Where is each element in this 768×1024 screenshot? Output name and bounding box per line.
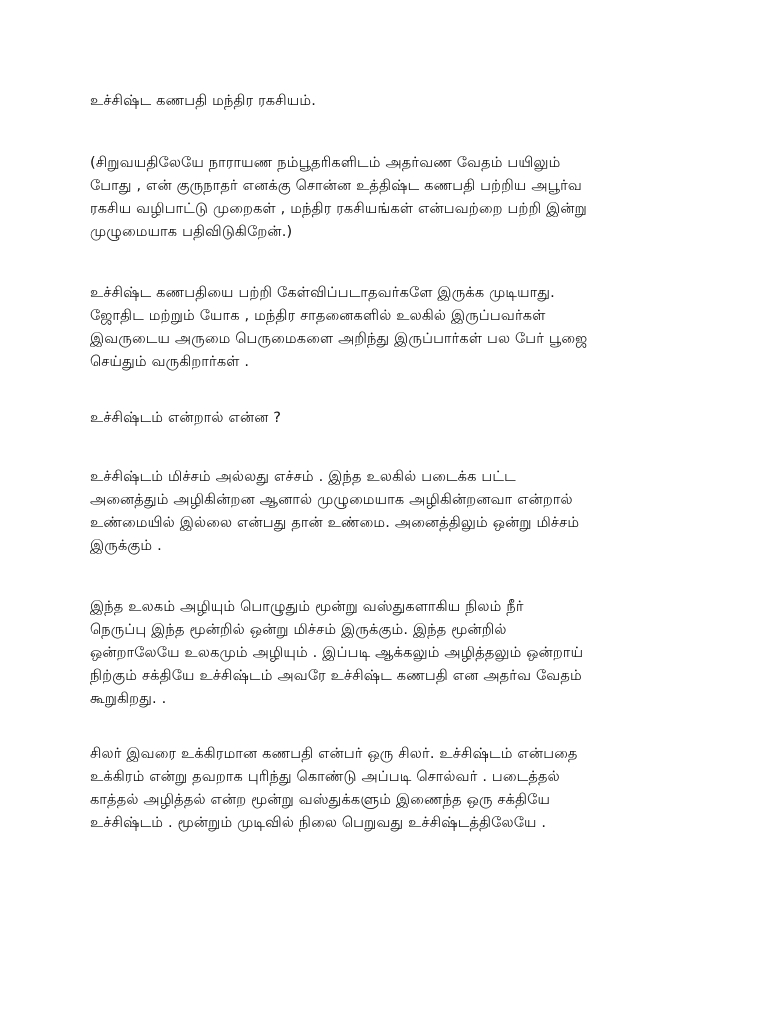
paragraph-line: இருக்கும் . — [90, 538, 162, 554]
paragraph-intro — [90, 152, 710, 244]
paragraph-line: செய்தும் வருகிறார்கள் . — [90, 354, 250, 370]
paragraph-line: முழுமையாக பதிவிடுகிறேன்.) — [90, 224, 293, 240]
paragraph-line: சிலர் இவரை உக்கிரமான கணபதி என்பர் ஒரு சிலர். உச்சிஷ்டம் என்பதை — [90, 746, 578, 762]
paragraph-line: அனைத்தும் அழிகின்றன ஆனால் முழுமையாக அழிகின்றனவா என்றால் — [90, 492, 573, 508]
paragraph-line: உச்சிஷ்ட கணபதியை பற்றி கேள்விப்படாதவர்களே இருக்க முடியாது. — [90, 285, 555, 301]
paragraph-line: (சிறுவயதிலேயே நாராயண நம்பூதரிகளிடம் அதர்வண வேதம் பயிலும் — [90, 155, 561, 171]
paragraph-line: இந்த உலகம் அழியும் பொழுதும் மூன்று வஸ்துகளாகிய நிலம் நீர் — [90, 599, 524, 615]
paragraph-line: போது , என் குருநாதர் எனக்கு சொன்ன உத்திஷ்ட கணபதி பற்றிய அபூர்வ — [90, 178, 582, 194]
title-line: உச்சிஷ்ட கணபதி மந்திர ரகசியம். — [90, 93, 317, 109]
paragraph-meaning — [90, 466, 710, 558]
section-question — [90, 407, 710, 430]
paragraph-line: இவருடைய அருமை பெருமைகளை அறிந்து இருப்பார்கள் பல பேர் பூஜை — [90, 331, 588, 347]
paragraph-line: நிற்கும் சக்தியே உச்சிஷ்டம் அவரே உச்சிஷ்ட கணபதி என அதர்வ வேதம் — [90, 668, 582, 684]
paragraph-line: கூறுகிறது. . — [90, 691, 167, 707]
paragraph-elements — [90, 596, 710, 711]
paragraph-about-ganapathi — [90, 282, 710, 374]
paragraph-misconception — [90, 743, 710, 835]
document-title — [90, 90, 710, 113]
paragraph-line: ஒன்றாலேயே உலகமும் அழியும் . இப்படி ஆக்கலும் அழித்தலும் ஒன்றாய் — [90, 645, 584, 661]
paragraph-line: உச்சிஷ்டம் மிச்சம் அல்லது எச்சம் . இந்த உலகில் படைக்க பட்ட — [90, 469, 516, 485]
paragraph-line: ஜோதிட மற்றும் யோக , மந்திர சாதனைகளில் உலகில் இருப்பவர்கள் — [90, 308, 546, 324]
paragraph-line: காத்தல் அழித்தல் என்ற மூன்று வஸ்துக்களும் இணைந்த ஒரு சக்தியே — [90, 792, 551, 808]
paragraph-line: நெருப்பு இந்த மூன்றில் ஒன்று மிச்சம் இருக்கும். இந்த மூன்றில் — [90, 622, 507, 638]
paragraph-line: உக்கிரம் என்று தவறாக புரிந்து கொண்டு அப்படி சொல்வர் . படைத்தல் — [90, 769, 560, 785]
paragraph-line: ரகசிய வழிபாட்டு முறைகள் , மந்திர ரகசியங்கள் என்பவற்றை பற்றி இன்று — [90, 201, 587, 217]
question-line: உச்சிஷ்டம் என்றால் என்ன ? — [90, 410, 282, 426]
paragraph-line: உண்மையில் இல்லை என்பது தான் உண்மை. அனைத்திலும் ஒன்று மிச்சம் — [90, 515, 580, 531]
paragraph-line: உச்சிஷ்டம் . மூன்றும் முடிவில் நிலை பெறுவது உச்சிஷ்டத்திலேயே . — [90, 815, 547, 831]
